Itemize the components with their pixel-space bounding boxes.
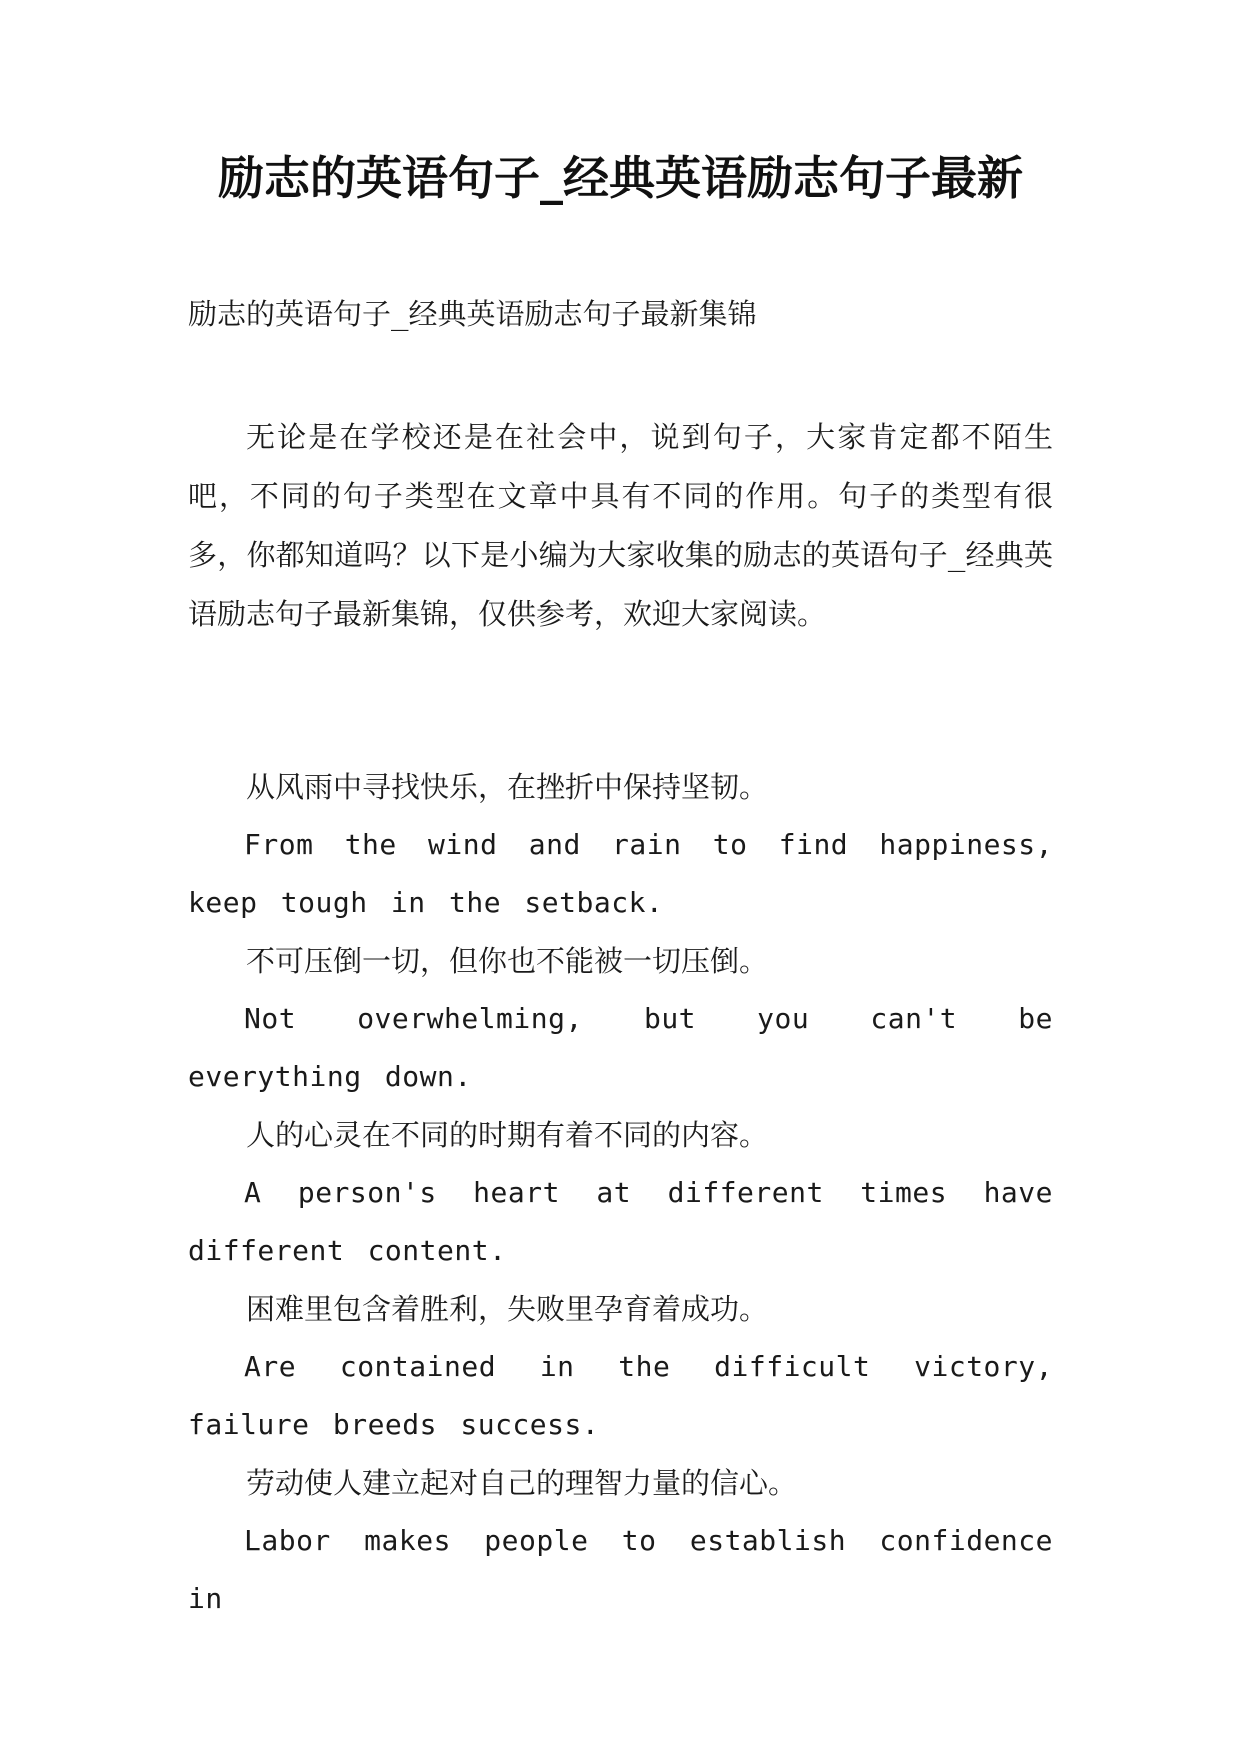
document-title: 励志的英语句子_经典英语励志句子最新 [218, 151, 1023, 205]
quote-3-chinese: 人的心灵在不同的时期有着不同的内容。 [246, 1118, 769, 1152]
quote-2-english: Not overwhelming, but you can't be everything down. [188, 1002, 1053, 1093]
quote-2-chinese: 不可压倒一切，但你也不能被一切压倒。 [246, 944, 769, 978]
quote-3-english: A person's heart at different times have different content. [188, 1176, 1053, 1267]
quote-5-english: Labor makes people to establish confidence in [188, 1524, 1053, 1615]
quote-5-chinese: 劳动使人建立起对自己的理智力量的信心。 [246, 1466, 798, 1500]
quote-4-chinese: 困难里包含着胜利，失败里孕育着成功。 [246, 1292, 769, 1326]
quote-1-chinese: 从风雨中寻找快乐，在挫折中保持坚韧。 [246, 770, 769, 804]
intro-paragraph: 无论是在学校还是在社会中，说到句子，大家肯定都不陌生吧，不同的句子类型在文章中具有不同的作用。句子的类型有很多，你都知道吗？以下是小编为大家收集的励志的英语句子_经典英语励志句子最新集锦，仅供参考，欢迎大家阅读。 [188, 420, 1053, 631]
quote-4-english: Are contained in the difficult victory, failure breeds success. [188, 1350, 1053, 1441]
document-subtitle: 励志的英语句子_经典英语励志句子最新集锦 [188, 297, 757, 331]
quotes-list [188, 758, 1053, 1628]
quote-1-english: From the wind and rain to find happiness, keep tough in the setback. [188, 828, 1053, 919]
